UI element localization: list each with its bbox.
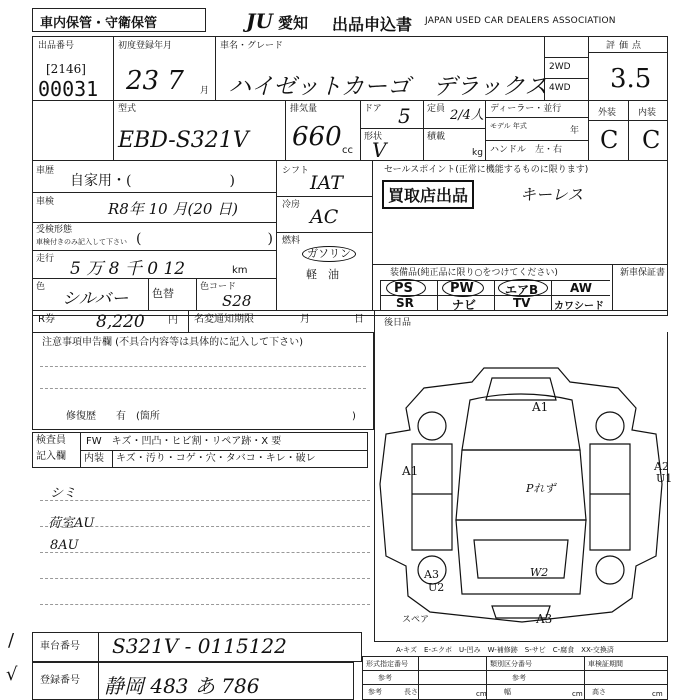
mileage-unit: km	[232, 265, 248, 276]
storage-label: 車内保管・守衛保管	[40, 16, 158, 31]
recycle-label: R券	[38, 314, 55, 325]
sales-stamp: 買取店出品	[382, 180, 474, 209]
equip-sr: SR	[396, 296, 414, 310]
equip-tv: TV	[513, 296, 531, 310]
repair-label: 修復歴 有 (箇所	[66, 411, 160, 422]
exterior-value: C	[600, 126, 619, 154]
spare-label: スペア	[402, 615, 430, 625]
color-value: シルバー	[62, 289, 129, 309]
cert-label: 車検証期間	[588, 660, 623, 668]
chassis-label: 車台番号	[40, 641, 80, 652]
model-label: 型式	[118, 104, 137, 114]
mileage-label: 走行	[36, 254, 55, 264]
door-value: 5	[398, 104, 411, 128]
name-change-day: 日	[354, 314, 364, 325]
equip-airbag-circle	[498, 279, 548, 297]
form-title: 出品申込書	[332, 15, 413, 34]
inspector-int-line: キズ・汚り・コゲ・穴・タバコ・キレ・破レ	[116, 453, 316, 464]
inspection-label: 車検	[36, 197, 55, 207]
first-reg-label: 初度登録年月	[118, 41, 173, 51]
color-label: 色	[36, 282, 46, 292]
logo-region: 愛知	[278, 14, 309, 32]
receive-label: 受検形態	[36, 225, 73, 235]
notes-label: 注意事項申告欄 (不具合内容等は具体的に記入して下さい)	[42, 337, 303, 348]
chassis-value: S321V - 0115122	[112, 634, 287, 658]
grade-value: 3.5	[610, 64, 652, 94]
color-change-label: 色替	[152, 287, 174, 300]
rear-items-label: 後日品	[384, 318, 412, 328]
dealer-label: ディーラー・並行	[490, 104, 562, 114]
width-label: 幅	[504, 688, 511, 696]
equip-cover: カワシード	[554, 301, 604, 312]
interior-label: 内装	[638, 108, 657, 118]
damage-legend: A-キズ E-エクボ U-凹み W-補修跡 S-サビ C-腐食 XX-交換済	[396, 646, 614, 654]
mark-a3-rear-left: A3	[424, 568, 439, 581]
equip-airbag: エアB	[505, 283, 539, 297]
equip-pw-circle	[442, 279, 484, 297]
displacement-unit: cc	[342, 145, 353, 156]
mark-u1-right: U1	[656, 472, 673, 485]
name-label: 車名・グレード	[220, 41, 284, 51]
door-label: ドア	[364, 104, 382, 114]
recycle-unit: 円	[168, 315, 178, 326]
cooler-value: AC	[310, 206, 339, 228]
model-value: EBD-S321V	[118, 128, 249, 153]
first-reg-value: 23 7	[126, 66, 184, 96]
sales-label: セールスポイント(正常に機能するものに限ります)	[384, 165, 589, 175]
displacement-value: 660	[292, 122, 342, 152]
handle-label: ハンドル 左・右	[490, 145, 563, 155]
grade-label: 評価点	[606, 41, 646, 51]
plate-label: 登録番号	[40, 675, 80, 686]
check-mark-2: √	[6, 664, 18, 685]
cm-1: cm	[476, 690, 487, 698]
ju-logo: JU	[246, 9, 273, 33]
cm-2: cm	[572, 690, 583, 698]
warranty-label: 新車保証書	[620, 268, 666, 278]
receive-value: ( )	[136, 231, 273, 247]
equip-pw: PW	[450, 281, 474, 296]
plate-value: 静岡 483 あ 786	[104, 674, 260, 698]
cm-3: cm	[652, 690, 663, 698]
equip-label: 装備品(純正品に限り○をつけてください)	[390, 268, 558, 278]
month-suffix: 月	[200, 86, 210, 96]
equip-ps: PS	[394, 281, 413, 296]
displacement-label: 排気量	[290, 104, 318, 114]
cooler-label: 冷房	[282, 200, 301, 210]
lot-number: 00031	[38, 77, 99, 101]
inspector-fw-line: FW キズ・凹凸・ヒビ割・リペア跡・X 要	[86, 436, 282, 447]
length-label: 長さ	[404, 688, 418, 696]
check-mark-1: /	[8, 630, 15, 651]
category-label: 類別区分番号	[490, 660, 532, 668]
interior-value: C	[642, 126, 661, 154]
fuel-diesel: 軽 油	[306, 268, 339, 281]
mark-a3-rear-bumper: A3	[536, 612, 553, 626]
exterior-label: 外装	[598, 108, 617, 118]
mark-w2-rear: W2	[530, 566, 549, 579]
model-year-label: モデル 年式	[490, 122, 527, 130]
reference-label-2: 参考	[512, 674, 526, 682]
recycle-value: 8,220	[96, 312, 145, 332]
equip-aw: AW	[570, 281, 592, 295]
name-change-label: 名変通知期限	[194, 314, 254, 325]
capacity-label: 定員	[427, 104, 446, 114]
inspector-label-1: 検査員	[36, 435, 66, 446]
remark-2: 荷室AU	[48, 516, 95, 531]
mark-a1-left: A1	[402, 464, 419, 478]
remark-1: シミ	[50, 486, 77, 501]
inspector-label-2: 記入欄	[36, 451, 66, 462]
mark-u2-rear-left: U2	[428, 581, 445, 594]
mark-a1-hood: A1	[532, 400, 549, 414]
remark-3: 8AU	[50, 538, 79, 553]
name-value: ハイゼットカーゴ デラックス	[228, 74, 548, 100]
name-change-month: 月	[300, 314, 310, 325]
color-code-value: S28	[222, 292, 252, 310]
shape-value: V	[372, 138, 387, 162]
receive-sub: 車検付きのみ記入して下さい	[36, 238, 127, 246]
color-code-label: 色コード	[200, 282, 237, 292]
history-label: 車歴	[36, 166, 55, 176]
history-value: 自家用・( )	[70, 173, 235, 189]
inspector-int-label: 内装	[84, 453, 104, 464]
lot-label: 出品番号	[38, 41, 75, 51]
fuel-gas: ガソリン	[302, 246, 356, 262]
drive-2wd: 2WD	[549, 62, 571, 72]
car-diagram	[374, 360, 668, 630]
reference-label-1: 参考	[378, 674, 392, 682]
capacity-value: 2/4人	[450, 108, 484, 123]
shape-label: 形状	[364, 132, 383, 142]
equip-navi: ナビ	[452, 298, 477, 312]
mark-roof: Pれず	[526, 482, 556, 495]
load-unit: kg	[472, 148, 483, 158]
lot-sub: [2146]	[46, 62, 86, 76]
association-name: JAPAN USED CAR DEALERS ASSOCIATION	[425, 16, 616, 26]
equip-ps-circle	[386, 279, 426, 297]
type-designation-label: 形式指定番号	[366, 660, 408, 668]
year-suffix: 年	[570, 126, 580, 136]
load-label: 積載	[427, 132, 446, 142]
reference-label-3: 参考	[368, 688, 382, 696]
shift-value: IAT	[310, 172, 343, 194]
shift-label: シフト	[282, 166, 310, 176]
repair-close: )	[352, 411, 356, 422]
inspection-value: R8年 10 月(20 日)	[108, 200, 239, 218]
mileage-value: 5 万 8 千 0 12	[70, 259, 186, 279]
drive-4wd: 4WD	[549, 83, 571, 93]
height-label: 高さ	[592, 688, 606, 696]
sales-note: キーレス	[520, 185, 584, 204]
fuel-label: 燃料	[282, 236, 301, 246]
mark-a2-right: A2	[654, 460, 669, 473]
